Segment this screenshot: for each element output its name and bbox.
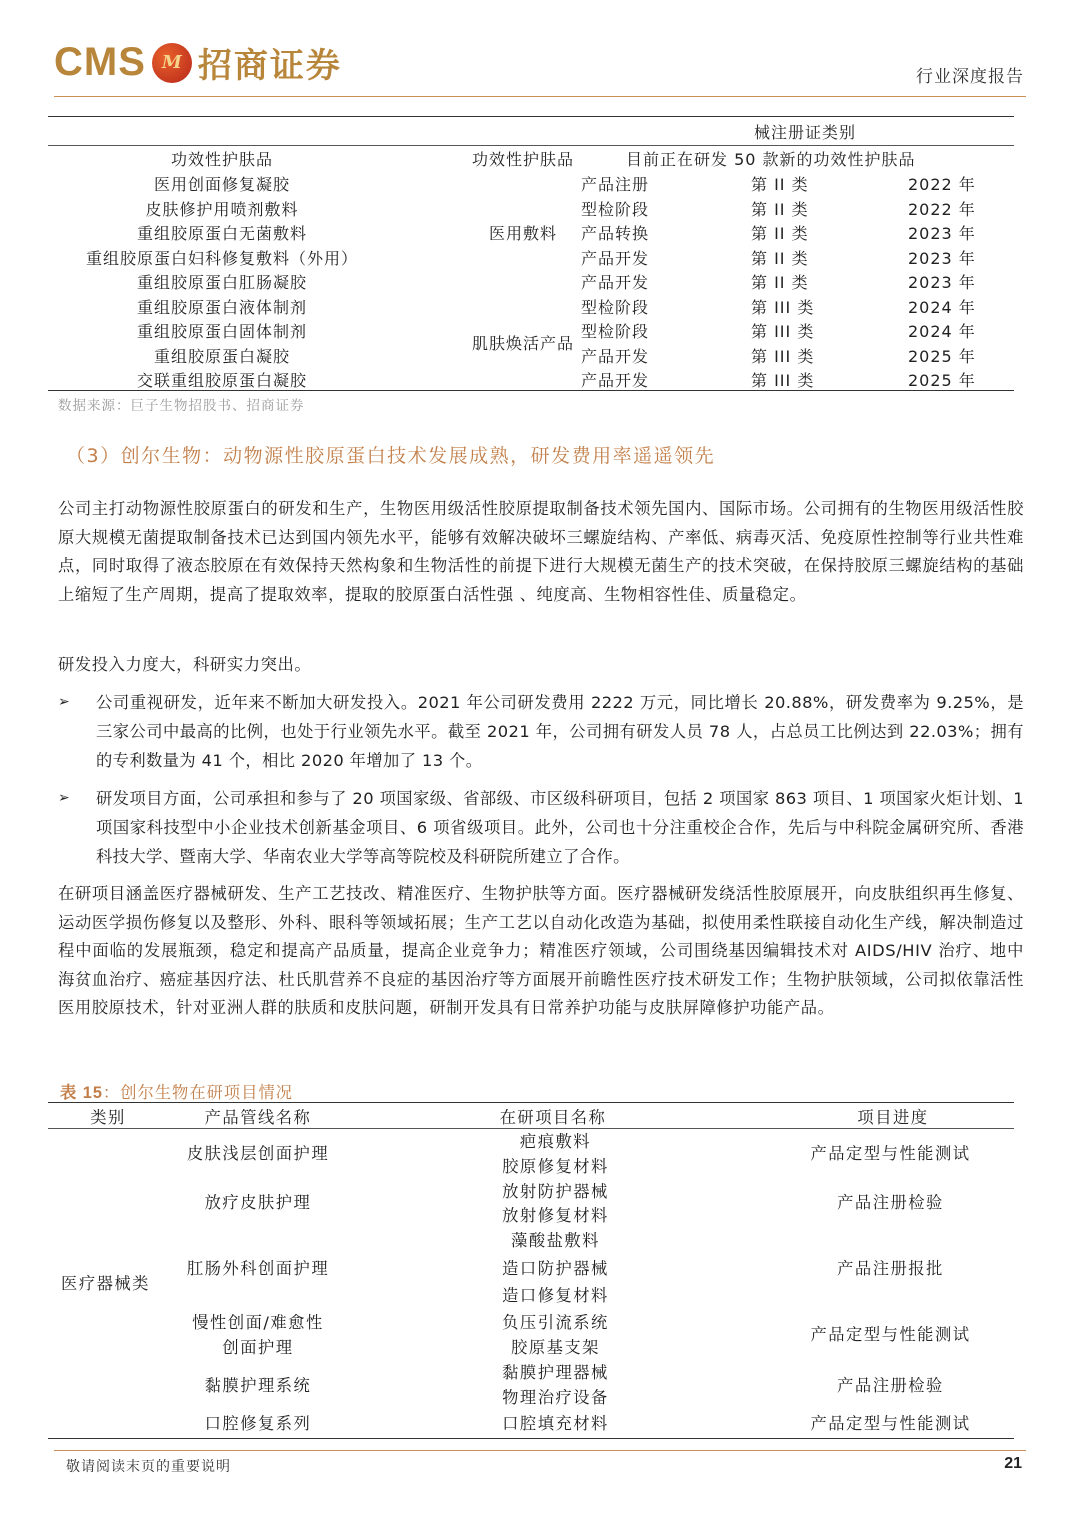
product-year: 2022 年 bbox=[908, 199, 976, 219]
product-class: 第 III 类 bbox=[751, 297, 815, 317]
product-name: 功效性护肤品 bbox=[170, 150, 273, 169]
paragraph-projects: 在研项目涵盖医疗器械研发、生产工艺技改、精准医疗、生物护肤等方面。医疗器械研发绕活性胶原展开，向皮肤组织再生修复、运动医学损伤修复以及整形、外科、眼科等领域拓展；生产工艺以自动化改造为基础，拟使用柔性联接自动化生产线，解决制造过程中面临的发展瓶颈，稳定和提高产品质量，提高企业竞争力；精准医疗领域，公司围绕基因编辑技术对 AIDS/HIV 治疗、地中海贫血治疗、癌症基因疗法、杜氏肌营养不良症的基因治疗等方面展开前瞻性医疗技术研发工作；生物护肤领域，公司拟依靠活性医用胶原技术，针对亚洲人群的肤质和皮肤问题，研制开发具有日常养护功能与皮肤屏障修护功能产品。 bbox=[58, 884, 1024, 1017]
table-row bbox=[48, 197, 1014, 222]
table-bottom-rule bbox=[48, 390, 1014, 391]
product-stage: 产品注册 bbox=[581, 175, 650, 194]
project-cell: 负压引流系统 bbox=[502, 1313, 609, 1332]
table-row bbox=[48, 344, 1014, 369]
product-name: 皮肤修护用喷剂敷料 bbox=[145, 199, 299, 219]
footer-disclaimer: 敬请阅读末页的重要说明 bbox=[66, 1459, 231, 1475]
bullet-text: 研发项目方面，公司承担和参与了 20 项国家级、省部级、市区级科研项目，包括 2 项国家 863 项目、1 项国家火炬计划、1 项国家科技型中小企业技术创新基金项目、6 项省级项目。此外，公司也十分注重校企合作，先后与中科院金属研究所、香港科技大学、暨南大学、华南农业大学等高等院校及科研院所建立了合作。 bbox=[96, 789, 1024, 866]
pipeline-table bbox=[48, 1102, 1014, 1442]
logo-company-name: 招商证券 bbox=[197, 46, 342, 86]
project-cell: 胶原修复材料 bbox=[502, 1157, 609, 1176]
product-class: 第 II 类 bbox=[751, 248, 809, 268]
project-cell: 口腔填充材料 bbox=[502, 1414, 609, 1433]
product-stage: 产品开发 bbox=[581, 273, 650, 292]
project-cell: 造口修复材料 bbox=[502, 1286, 609, 1305]
page-number: 21 bbox=[1004, 1455, 1022, 1472]
table-top-rule bbox=[48, 116, 1014, 117]
table-row bbox=[48, 368, 1014, 393]
pipeline-cell: 皮肤浅层创面护理 bbox=[186, 1144, 330, 1163]
product-year: 2024 年 bbox=[908, 297, 976, 317]
table-row bbox=[48, 246, 1014, 271]
pipeline-cell: 口腔修复系列 bbox=[204, 1414, 312, 1433]
col-header-progress: 项目进度 bbox=[857, 1108, 929, 1127]
product-year: 2023 年 bbox=[908, 248, 976, 268]
col-header-pipeline: 产品管线名称 bbox=[204, 1108, 312, 1127]
product-name: 重组胶原蛋白肛肠凝胶 bbox=[136, 273, 307, 292]
product-name: 重组胶原蛋白液体制剂 bbox=[136, 297, 307, 317]
project-cell: 疤痕敷料 bbox=[519, 1132, 592, 1151]
product-name: 重组胶原蛋白无菌敷料 bbox=[136, 224, 307, 243]
product-year: 2023 年 bbox=[908, 224, 976, 243]
table-row bbox=[48, 172, 1014, 197]
group-skin-rejuvenation: 肌肤焕活产品 bbox=[471, 334, 574, 353]
product-stage: 型检阶段 bbox=[581, 199, 650, 219]
document-type: 行业深度报告 bbox=[916, 67, 1024, 87]
product-class: 第 II 类 bbox=[751, 224, 809, 243]
paragraph-intro: 公司主打动物源性胶原蛋白的研发和生产，生物医用级活性胶原提取制备技术领先国内、国际市场。公司拥有的生物医用级活性胶原大规模无菌提取制备技术已达到国内领先水平，能够有效解决破坏三螺旋结构、产率低、病毒灭活、免疫原性控制等行业共性难点，同时取得了液态胶原在有效保持天然构象和生物活性的前提下进行大规模无菌生产的技术突破，在保持胶原三螺旋结构的基础上缩短了生产周期，提高了提取效率，提取的胶原蛋白活性强 、纯度高、生物相容性佳、质量稳定。 bbox=[58, 499, 1024, 604]
product-stage: 产品转换 bbox=[581, 224, 650, 243]
group-skincare: 功效性护肤品 bbox=[471, 150, 574, 169]
project-cell: 放射防护器械 bbox=[502, 1182, 609, 1201]
table-number: 表 15 bbox=[60, 1084, 103, 1102]
product-stage: 产品开发 bbox=[581, 371, 650, 390]
product-class: 第 II 类 bbox=[751, 175, 809, 194]
bullet-arrow-icon: ➢ bbox=[58, 790, 71, 806]
product-class: 第 II 类 bbox=[751, 273, 809, 292]
col-header-category: 类别 bbox=[90, 1108, 126, 1127]
product-class: 第 II 类 bbox=[751, 199, 809, 219]
project-cell: 藻酸盐敷料 bbox=[511, 1231, 600, 1250]
product-stage: 型检阶段 bbox=[581, 322, 650, 341]
project-cell: 黏膜护理器械 bbox=[502, 1363, 609, 1382]
col-header-project: 在研项目名称 bbox=[499, 1108, 607, 1127]
pipeline-cell: 黏膜护理系统 bbox=[204, 1376, 312, 1395]
progress-cell: 产品定型与性能测试 bbox=[810, 1325, 971, 1344]
footer-divider bbox=[54, 1450, 1026, 1451]
header-divider bbox=[54, 96, 1026, 97]
bullet-arrow-icon: ➢ bbox=[58, 694, 71, 710]
cms-logo bbox=[54, 38, 342, 87]
product-stage: 产品开发 bbox=[581, 248, 650, 268]
product-year: 2022 年 bbox=[908, 175, 976, 194]
product-stage: 产品开发 bbox=[581, 346, 650, 366]
table-title-text: ：创尔生物在研项目情况 bbox=[102, 1083, 294, 1102]
product-class: 第 III 类 bbox=[751, 346, 815, 366]
table-row bbox=[48, 270, 1014, 295]
pipeline-cell: 创面护理 bbox=[222, 1338, 294, 1357]
product-class: 第 III 类 bbox=[751, 322, 815, 341]
progress-cell: 产品注册检验 bbox=[837, 1376, 944, 1395]
product-name: 重组胶原蛋白妇科修复敷料（外用） bbox=[85, 248, 358, 268]
product-name: 重组胶原蛋白凝胶 bbox=[153, 346, 290, 366]
project-cell: 放射修复材料 bbox=[502, 1206, 609, 1225]
table-top-rule bbox=[48, 1102, 1014, 1103]
paragraph-rd-heading: 研发投入力度大，科研实力突出。 bbox=[58, 655, 312, 674]
progress-cell: 产品注册检验 bbox=[837, 1193, 944, 1212]
product-year: 2025 年 bbox=[908, 371, 976, 390]
project-cell: 胶原基支架 bbox=[511, 1338, 600, 1357]
logo-badge-icon: M bbox=[152, 43, 192, 83]
data-source: 数据来源：巨子生物招股书、招商证券 bbox=[58, 398, 305, 414]
product-name: 医用创面修复凝胶 bbox=[153, 175, 290, 194]
product-name: 交联重组胶原蛋白凝胶 bbox=[136, 371, 307, 390]
page-header bbox=[0, 0, 1080, 100]
product-year: 2023 年 bbox=[908, 273, 976, 292]
product-note: 目前正在研发 50 款新的功效性护肤品 bbox=[626, 150, 916, 169]
section-title: （3）创尔生物：动物源性胶原蛋白技术发展成熟，研发费用率遥遥领先 bbox=[66, 445, 716, 467]
product-name: 重组胶原蛋白固体制剂 bbox=[136, 322, 307, 341]
project-cell: 造口防护器械 bbox=[502, 1259, 609, 1278]
table-header-rule bbox=[48, 145, 1014, 146]
progress-cell: 产品注册报批 bbox=[837, 1259, 944, 1278]
group-medical-dressing: 医用敷料 bbox=[488, 224, 557, 243]
pipeline-cell: 放疗皮肤护理 bbox=[204, 1193, 312, 1212]
table-bottom-rule bbox=[48, 1438, 1014, 1439]
project-cell: 物理治疗设备 bbox=[502, 1388, 609, 1407]
product-year: 2025 年 bbox=[908, 346, 976, 366]
table-row bbox=[48, 295, 1014, 320]
category-cell: 医疗器械类 bbox=[61, 1274, 150, 1293]
table-header-category: 械注册证类别 bbox=[753, 123, 856, 142]
pipeline-cell: 肛肠外科创面护理 bbox=[186, 1259, 330, 1278]
product-class: 第 III 类 bbox=[751, 371, 815, 390]
pipeline-cell: 慢性创面/难愈性 bbox=[192, 1313, 324, 1332]
product-year: 2024 年 bbox=[908, 322, 976, 341]
table-title bbox=[60, 1079, 293, 1103]
product-stage: 型检阶段 bbox=[581, 297, 650, 317]
progress-cell: 产品定型与性能测试 bbox=[810, 1144, 971, 1163]
bullet-text: 公司重视研发，近年来不断加大研发投入。2021 年公司研发费用 2222 万元，同比增长 20.88%，研发费率为 9.25%，是三家公司中最高的比例，也处于行业领先水平。截至 2021 年，公司拥有研发人员 78 人，占总员工比例达到 22.03%；拥有的专利数量为 41 个，相比 2020 年增加了 13 个。 bbox=[96, 693, 1024, 770]
progress-cell: 产品定型与性能测试 bbox=[810, 1414, 971, 1433]
logo-cms-text: CMS bbox=[54, 40, 146, 84]
